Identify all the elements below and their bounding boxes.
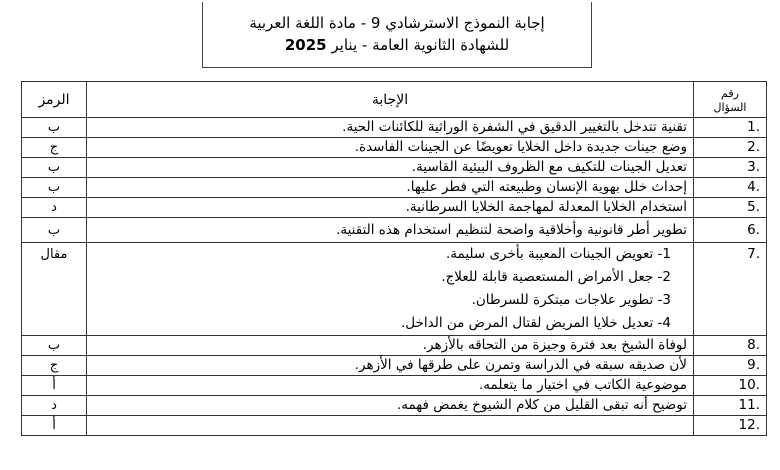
question-number: .2: [694, 138, 767, 158]
question-number: .6: [694, 218, 767, 243]
table-header-row: [22, 82, 767, 118]
question-number: .10: [694, 376, 767, 396]
table-row: [22, 198, 767, 218]
answer-text: تطوير أطر قانونية وأخلاقية واضحة لتنظيم استخدام هذه التقنية.: [87, 218, 694, 243]
question-number: .12: [694, 416, 767, 436]
answer-text: تقنية تتدخل بالتغيير الدقيق في الشفرة الوراثية للكائنات الحية.: [87, 118, 694, 138]
header-answer: الإجابة: [87, 82, 694, 118]
answer-code: ج: [22, 356, 87, 376]
table-row: [22, 416, 767, 436]
answer-list-item: 3- تطوير علاجات مبتكرة للسرطان.: [471, 292, 671, 308]
answer-text: توضيح أنه تبقى القليل من كلام الشيوخ يغمض فهمه.: [87, 396, 694, 416]
table-row: [22, 158, 767, 178]
answer-list-item: 2- جعل الأمراض المستعصية قابلة للعلاج.: [441, 269, 671, 285]
question-number: .9: [694, 356, 767, 376]
header-number-line-2: السؤال: [713, 100, 747, 114]
table-row: [22, 118, 767, 138]
answer-code: أ: [22, 416, 87, 436]
title-line-1: إجابة النموذج الاسترشادي 9 - مادة اللغة العربية: [249, 13, 545, 32]
answer-list-item: 4- تعديل خلايا المريض لقتال المرض من الداخل.: [401, 315, 671, 331]
answer-text: وضع جينات جديدة داخل الخلايا تعويضًا عن الجينات الفاسدة.: [87, 138, 694, 158]
answer-text: لأن صديقه سبقه في الدراسة وتمرن على طرقها في الأزهر.: [87, 356, 694, 376]
table-row: [22, 356, 767, 376]
answer-text: موضوعية الكاتب في اختيار ما يتعلمه.: [87, 376, 694, 396]
answer-code: أ: [22, 376, 87, 396]
answer-list: [87, 243, 694, 336]
answer-code: ب: [22, 118, 87, 138]
header-number-line-1: رقم: [721, 87, 739, 101]
title-line-2-text: للشهادة الثانوية العامة - يناير: [326, 35, 510, 54]
table-row: [22, 178, 767, 198]
header-code: الرمز: [22, 82, 87, 118]
answer-text: [87, 416, 694, 436]
answer-code: ب: [22, 336, 87, 356]
answer-code: ب: [22, 158, 87, 178]
title-box: [202, 2, 592, 68]
answer-code: ب: [22, 178, 87, 198]
answer-code: ب: [22, 218, 87, 243]
question-number: .8: [694, 336, 767, 356]
answer-code: د: [22, 198, 87, 218]
table-row: [22, 396, 767, 416]
table-row: [22, 218, 767, 243]
answer-list-item: 1- تعويض الجينات المعيبة بأخرى سليمة.: [446, 246, 671, 262]
answer-text: لوفاة الشيخ بعد فترة وجيزة من التحاقه بالأزهر.: [87, 336, 694, 356]
question-number: .5: [694, 198, 767, 218]
answer-code: د: [22, 396, 87, 416]
table-row: [22, 138, 767, 158]
question-number: .4: [694, 178, 767, 198]
answer-text: إحداث خلل بهوية الإنسان وطبيعته التي فطر عليها.: [87, 178, 694, 198]
question-number: .1: [694, 118, 767, 138]
table-row: [22, 243, 767, 336]
answer-code: ج: [22, 138, 87, 158]
answer-text: تعديل الجينات للتكيف مع الظروف البيئية القاسية.: [87, 158, 694, 178]
answer-text: استخدام الخلايا المعدلة لمهاجمة الخلايا السرطانية.: [87, 198, 694, 218]
table-row: [22, 376, 767, 396]
header-question-number: [694, 82, 767, 118]
title-year: 2025: [284, 35, 327, 54]
table-row: [22, 336, 767, 356]
title-line-2: [285, 35, 509, 57]
answer-code: مقال: [22, 243, 87, 336]
question-number: .11: [694, 396, 767, 416]
question-number: .3: [694, 158, 767, 178]
question-number: .7: [694, 243, 767, 336]
answers-table: [21, 81, 767, 436]
